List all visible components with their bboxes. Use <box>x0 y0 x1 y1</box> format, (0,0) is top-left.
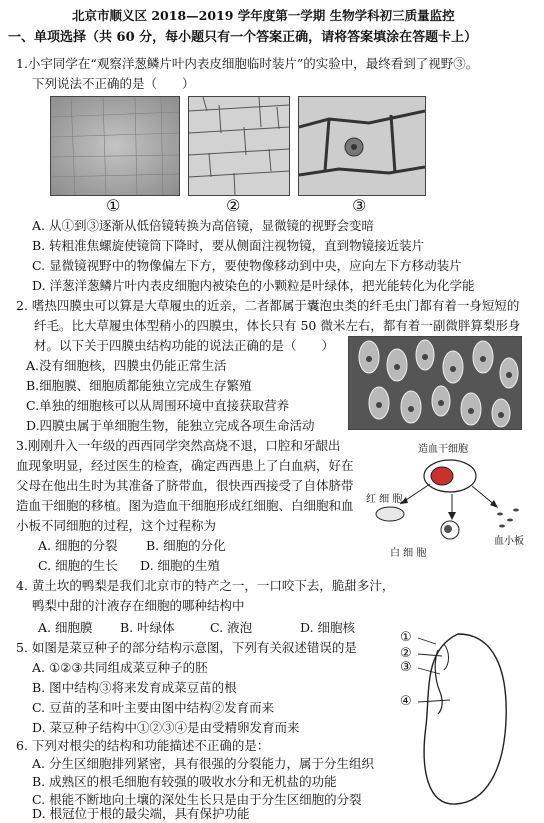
label-stem-cell: 造血干细胞 <box>418 444 468 455</box>
q4-option-b: B. 叶绿体 <box>120 620 175 635</box>
q2-stem: 2. 嗜热四膜虫可以算是大草履虫的近亲，二者都属于囊泡虫类的纤毛虫门都有着一身短短的 <box>16 298 520 313</box>
q2-option-a: A.没有细胞核，四膜虫仍能正常生活 <box>26 358 227 373</box>
q1-option-c: C. 显微镜视野中的物像偏左下方，要使物像移动到中央，应向左下方移动装片 <box>32 258 462 273</box>
q4-stem-cont: 鸭梨中甜的汁液存在细胞的哪种结构中 <box>32 598 245 613</box>
q1-option-a: A. 从①到③逐渐从低倍镜转换为高倍镜，显微镜的视野会变暗 <box>32 218 374 233</box>
q3-option-d: D. 细胞的生殖 <box>140 558 221 573</box>
q6-stem: 6. 下列对根尖的结构和功能描述不正确的是： <box>16 738 270 753</box>
q6-option-c: C. 根能不断地向土壤的深处生长只是由于分生区细胞的分裂 <box>32 792 362 807</box>
label-platelet: 血小板 <box>494 536 524 547</box>
seed-label-1: ① <box>400 630 412 645</box>
q4-stem: 4. 黄土坎的鸭梨是我们北京市的特产之一，一口咬下去，脆甜多汁， <box>16 578 395 593</box>
section-heading: 一、单项选择（共 60 分，每小题只有一个答案正确，请将答案填涂在答题卡上） <box>8 30 478 45</box>
micrograph-2 <box>188 96 290 196</box>
q6-option-d: D. 根冠位于根的最尖端，具有保护功能 <box>32 806 250 821</box>
q5-option-c: C. 豆苗的茎和叶主要由图中结构②发育而来 <box>32 700 275 715</box>
q1-option-d: D. 洋葱洋葱鳞片叶内表皮细胞内被染色的小颗粒是叶绿体，把光能转化为化学能 <box>32 278 475 293</box>
caption-2: ② <box>226 196 241 215</box>
q3-stem-line5: 小板不同细胞的过程，这个过程称为 <box>16 518 217 533</box>
q3-stem-line2: 血现象明显，经过医生的检查，确定西西患上了白血病，好在 <box>16 458 354 473</box>
micrograph-3 <box>298 96 426 196</box>
q4-option-a: A. 细胞膜 <box>38 620 93 635</box>
seed-label-3: ③ <box>400 660 412 675</box>
q6-option-b: B. 成熟区的根毛细胞有较强的吸收水分和无机盐的功能 <box>32 774 337 789</box>
q2-option-c: C.单独的细胞核可以从周围环境中直接获取营养 <box>26 398 290 413</box>
caption-1: ① <box>106 196 121 215</box>
label-white-cell: 白 细 胞 <box>390 548 427 559</box>
q1-stem: 1.小宇同学在“观察洋葱鳞片叶内表皮细胞临时装片”的实验中，最终看到了视野③。 <box>16 56 479 71</box>
q3-option-b: B. 细胞的分化 <box>146 538 226 553</box>
bean-seed-diagram <box>398 630 518 808</box>
q2-stem-cont1: 纤毛。比大草履虫体型稍小的四膜虫，体长只有 50 微米左右，都有着一副微胖算梨形身 <box>34 318 521 333</box>
micrograph-1 <box>50 96 180 196</box>
q6-option-a: A. 分生区细胞排列紧密，具有很强的分裂能力，属于分生组织 <box>32 756 374 771</box>
caption-3: ③ <box>352 196 367 215</box>
q3-stem-line4: 造血干细胞的移植。图为造血干细胞形成红细胞、白细胞和血 <box>16 498 354 513</box>
q1-stem-cont: 下列说法不正确的是（ ） <box>32 76 195 91</box>
q5-option-d: D. 菜豆种子结构中①②③④是由受精卵发育而来 <box>32 720 300 735</box>
seed-label-2: ② <box>400 646 412 661</box>
label-red-cell: 红 细 胞 <box>366 494 403 505</box>
q2-option-d: D.四膜虫属于单细胞生物，能独立完成各项生命活动 <box>26 418 315 433</box>
blood-cell-diagram <box>360 440 536 560</box>
q2-option-b: B.细胞膜、细胞质都能独立完成生存繁殖 <box>26 378 252 393</box>
q5-option-b: B. 图中结构③将来发育成菜豆苗的根 <box>32 680 237 695</box>
q1-option-b: B. 转粗准焦螺旋使镜筒下降时，要从侧面注视物镜，直到物镜接近装片 <box>32 238 425 253</box>
page-title: 北京市顺义区 2018—2019 学年度第一学期 生物学科初三质量监控 <box>72 8 455 23</box>
q5-option-a: A. ①②③共同组成菜豆种子的胚 <box>32 660 208 675</box>
q3-option-c: C. 细胞的生长 <box>38 558 118 573</box>
tetrahymena-micrograph <box>348 336 522 430</box>
q4-option-d: D. 细胞核 <box>300 620 356 635</box>
q3-option-a: A. 细胞的分裂 <box>38 538 118 553</box>
q3-stem-line3: 父母在他出生时为其准备了脐带血，很快西西接受了自体脐带 <box>16 478 354 493</box>
q5-stem: 5. 如图是菜豆种子的部分结构示意图，下列有关叙述错误的是 <box>16 640 357 655</box>
q2-stem-cont2: 材。以下关于四膜虫结构功能的说法正确的是（ ） <box>34 338 335 353</box>
seed-label-4: ④ <box>400 694 412 709</box>
q4-option-c: C. 液泡 <box>210 620 253 635</box>
q3-stem-line1: 3.刚刚升入一年级的西西同学突然高烧不退，口腔和牙龈出 <box>16 438 341 453</box>
